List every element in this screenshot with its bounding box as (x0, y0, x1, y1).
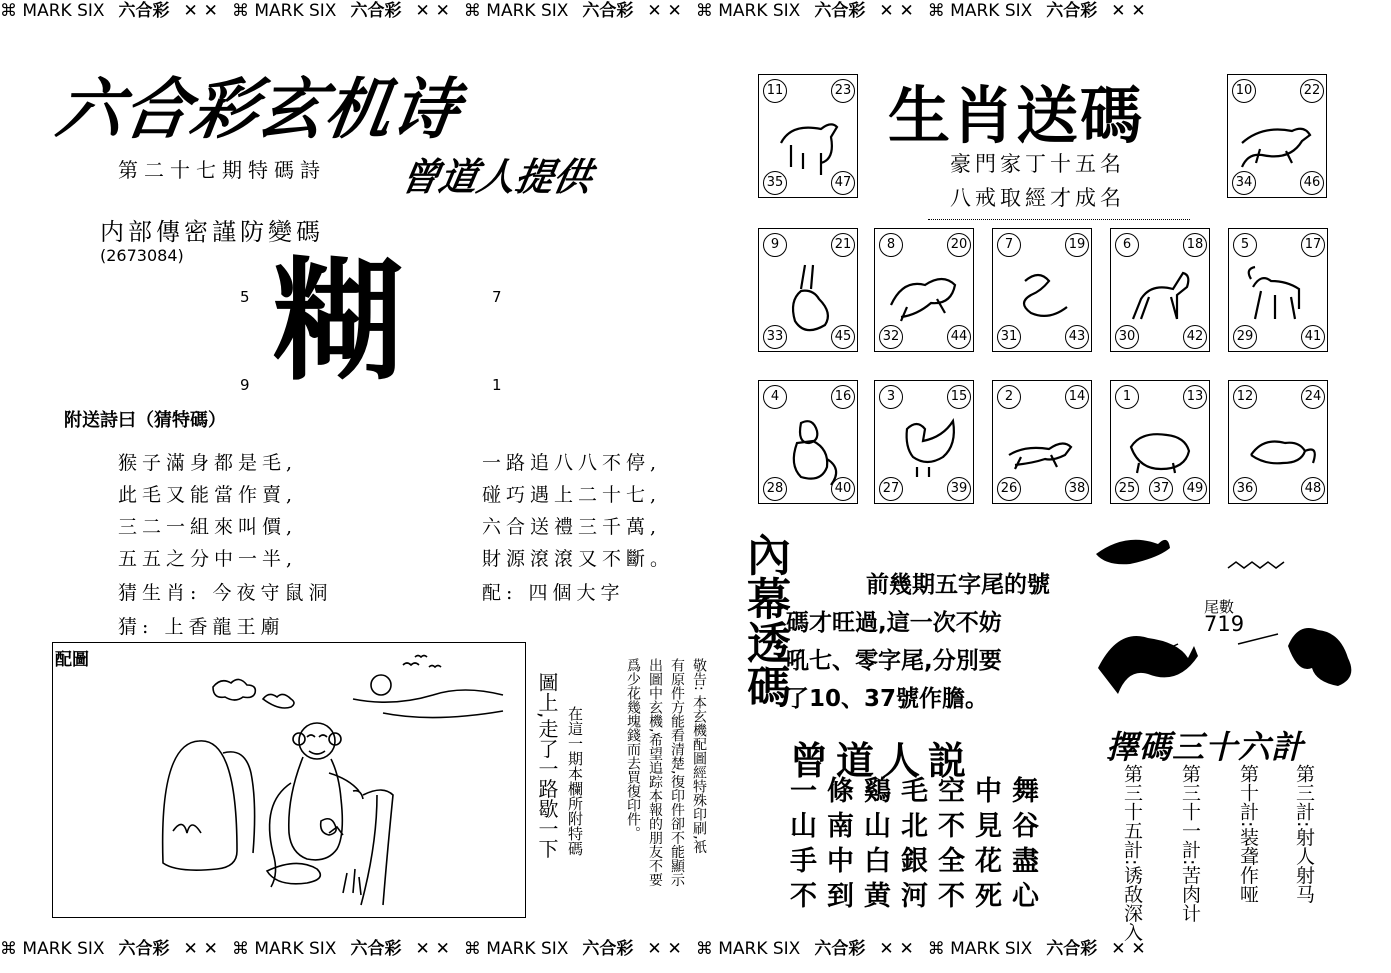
zodiac-number: 8 (879, 233, 903, 257)
zodiac-number: 13 (1183, 385, 1207, 409)
zodiac-number: 39 (947, 477, 971, 501)
zodiac-card-ox (758, 74, 858, 198)
inside-line-3: 吼七、零字尾,分別要 (786, 648, 1002, 674)
zodiac-number: 38 (1065, 477, 1089, 501)
zodiac-subtitle-2: 八戒取經才成名 (950, 186, 1125, 210)
zodiac-number: 4 (763, 385, 787, 409)
zodiac-number: 27 (879, 477, 903, 501)
zodiac-number: 1 (1115, 385, 1139, 409)
inside-line-2: 碼才旺過,這一次不妨 (786, 610, 1002, 636)
issue-label: 第二十七期特碼詩 (118, 158, 326, 182)
zeng-line-3: 手中白銀全花盡 (790, 846, 1049, 877)
provider-label: 曾道人提供 (397, 155, 596, 199)
secret-code: (2673084) (100, 246, 184, 265)
banner-text: ⌘ MARK SIX (463, 1, 569, 21)
banner-cn: 六合彩 (350, 1, 402, 21)
zodiac-card-horse (1110, 228, 1210, 352)
tail-value: 719 (1204, 612, 1245, 636)
zodiac-card-dragon (874, 228, 974, 352)
zodiac-number: 19 (1065, 233, 1089, 257)
zodiac-number: 16 (831, 385, 855, 409)
corner-tr: 7 (492, 288, 502, 306)
notice-col-1: 敬告: 本玄機配圖經特殊印刷,衹 (691, 658, 707, 854)
poem-right-line: 六合送禮三千萬, (482, 516, 662, 538)
banner-mark: ✕ ✕ (1111, 1, 1146, 21)
tail-label: 尾數 (1204, 598, 1235, 616)
zodiac-number: 43 (1065, 325, 1089, 349)
banner-cn: 六合彩 (1046, 1, 1098, 21)
zodiac-number: 22 (1300, 79, 1324, 103)
strategy-col-1: 第三計:射人射马 (1293, 764, 1315, 904)
secret-label: 内部傳密謹防變碼 (100, 218, 324, 246)
banner-cn: 六合彩 (118, 939, 170, 959)
zodiac-number: 15 (947, 385, 971, 409)
zodiac-card-rat (1228, 380, 1328, 504)
zodiac-card-snake (992, 228, 1092, 352)
inside-title: 內幕透碼 (739, 532, 790, 708)
monkey-illustration (53, 643, 527, 919)
divider (928, 219, 1190, 220)
inside-text (786, 566, 1050, 718)
banner-cn: 六合彩 (118, 1, 170, 21)
zodiac-number: 7 (997, 233, 1021, 257)
banner-cn: 六合彩 (582, 1, 634, 21)
poem-right-line: 一路追八八不停, (482, 452, 662, 474)
zodiac-number: 31 (997, 325, 1021, 349)
bottom-banner (0, 934, 1391, 964)
zodiac-number: 32 (879, 325, 903, 349)
poem-right-line: 配: 四個大字 (482, 582, 625, 604)
banner-text: ⌘ MARK SIX (0, 1, 105, 21)
zeng-line-2: 山南山北不見谷 (790, 811, 1049, 842)
inside-line-4: 了10、37號作膽。 (786, 686, 989, 712)
zodiac-number: 46 (1300, 171, 1324, 195)
zeng-line-1: 一條鷄毛空中舞 (790, 776, 1049, 807)
figure-caption-sub: 在這一期本欄所附特碼 (566, 706, 584, 856)
banner-mark: ✕ ✕ (415, 1, 450, 21)
banner-mark: ✕ ✕ (879, 1, 914, 21)
zodiac-number: 28 (763, 477, 787, 501)
zodiac-number: 23 (831, 79, 855, 103)
notice-col-4: 爲少花幾塊錢而去買復印件。 (625, 658, 641, 840)
poem-left-line: 此毛又能當作賣, (118, 484, 298, 506)
banner-text: ⌘ MARK SIX (463, 939, 569, 959)
banner-text: ⌘ MARK SIX (695, 1, 801, 21)
zodiac-number: 48 (1301, 477, 1325, 501)
zodiac-number: 26 (997, 477, 1021, 501)
strategy-title: 擇碼三十六計 (1106, 728, 1305, 766)
zodiac-number: 17 (1301, 233, 1325, 257)
zodiac-number: 9 (763, 233, 787, 257)
zodiac-number: 37 (1149, 477, 1173, 501)
zodiac-card-rooster (874, 380, 974, 504)
notice-col-2: 有原件方能看清楚,復印件卻不能顯示 (669, 658, 685, 887)
zodiac-number: 25 (1115, 477, 1139, 501)
banner-text: ⌘ MARK SIX (695, 939, 801, 959)
top-banner (0, 0, 1391, 22)
zodiac-number: 6 (1115, 233, 1139, 257)
zodiac-number: 5 (1233, 233, 1257, 257)
notice (600, 658, 708, 928)
zodiac-number: 24 (1301, 385, 1325, 409)
zodiac-number: 45 (831, 325, 855, 349)
zodiac-number: 30 (1115, 325, 1139, 349)
zeng-lines (790, 774, 1049, 914)
banner-mark: ✕ ✕ (647, 1, 682, 21)
banner-text: ⌘ MARK SIX (231, 939, 337, 959)
zodiac-number: 2 (997, 385, 1021, 409)
banner-text: ⌘ MARK SIX (231, 1, 337, 21)
zodiac-subtitle-1: 豪門家丁十五名 (950, 152, 1125, 176)
poem-left-line: 猴子滿身都是毛, (118, 452, 298, 474)
zodiac-number: 41 (1301, 325, 1325, 349)
banner-text: ⌘ MARK SIX (0, 939, 105, 959)
zodiac-number: 42 (1183, 325, 1207, 349)
notice-col-3: 出圖中玄機,希望追踪本報的朋友不要 (647, 658, 663, 887)
banner-cn: 六合彩 (350, 939, 402, 959)
banner-text: ⌘ MARK SIX (927, 939, 1033, 959)
zodiac-number: 21 (831, 233, 855, 257)
banner-mark: ✕ ✕ (647, 939, 682, 959)
zodiac-card-pig (1110, 380, 1210, 504)
banner-cn: 六合彩 (814, 939, 866, 959)
zodiac-card-monkey (758, 380, 858, 504)
main-title: 六合彩玄机诗 (51, 71, 465, 148)
zodiac-card-tiger (1227, 74, 1327, 198)
zodiac-card-rabbit (758, 228, 858, 352)
zodiac-number: 14 (1065, 385, 1089, 409)
strategy-col-4: 第三十五計:诱敌深入 (1121, 764, 1143, 942)
banner-cn: 六合彩 (814, 1, 866, 21)
corner-bl: 9 (240, 376, 250, 394)
zodiac-number: 12 (1233, 385, 1257, 409)
inside-line-1: 前幾期五字尾的號 (866, 572, 1050, 598)
poem-left-line: 三二一組來叫價, (118, 516, 298, 538)
banner-mark: ✕ ✕ (879, 939, 914, 959)
banner-mark: ✕ ✕ (183, 939, 218, 959)
zodiac-number: 47 (831, 171, 855, 195)
zodiac-number: 36 (1233, 477, 1257, 501)
banner-mark: ✕ ✕ (415, 939, 450, 959)
zodiac-number: 34 (1232, 171, 1256, 195)
banner-mark: ✕ ✕ (183, 1, 218, 21)
corner-br: 1 (492, 376, 502, 394)
riddle-character: 糊 (272, 245, 404, 399)
strategy-col-2: 第十計:装聋作哑 (1237, 764, 1259, 904)
poem-left-line: 猜生肖: 今夜守鼠洞 (118, 582, 333, 604)
poem-left-line: 五五之分中一半, (118, 548, 298, 570)
figure-label: 配圖 (55, 650, 89, 670)
zodiac-card-goat (1228, 228, 1328, 352)
poem-left-line: 猜: 上香龍王廟 (118, 616, 285, 638)
banner-cn: 六合彩 (1046, 939, 1098, 959)
figure-box (52, 642, 526, 918)
zodiac-number: 10 (1232, 79, 1256, 103)
banner-text: ⌘ MARK SIX (927, 1, 1033, 21)
banner-cn: 六合彩 (582, 939, 634, 959)
zeng-line-4: 不到黄河不死心 (790, 881, 1049, 912)
poem-right-line: 財源滾滾又不斷。 (482, 548, 675, 570)
zeng-title: 曾道人説 (790, 739, 975, 783)
strategy-col-3: 第三十一計:苦肉计 (1179, 764, 1201, 923)
zodiac-number: 40 (831, 477, 855, 501)
zodiac-number: 33 (763, 325, 787, 349)
corner-tl: 5 (240, 288, 250, 306)
figure-caption-main: 圖上,走了一路歇一下 (535, 672, 559, 859)
banner-mark: ✕ ✕ (1111, 939, 1146, 959)
zodiac-title: 生肖送碼 (888, 79, 1145, 152)
zodiac-number: 18 (1183, 233, 1207, 257)
zodiac-number: 11 (763, 79, 787, 103)
zodiac-number: 49 (1183, 477, 1207, 501)
zodiac-card-dog (992, 380, 1092, 504)
zodiac-number: 3 (879, 385, 903, 409)
poem-title: 附送詩曰（猜特碼） (64, 410, 226, 431)
poem-right-line: 碰巧遇上二十七, (482, 484, 662, 506)
zodiac-number: 20 (947, 233, 971, 257)
zodiac-number: 44 (947, 325, 971, 349)
zodiac-number: 29 (1233, 325, 1257, 349)
zodiac-number: 35 (763, 171, 787, 195)
